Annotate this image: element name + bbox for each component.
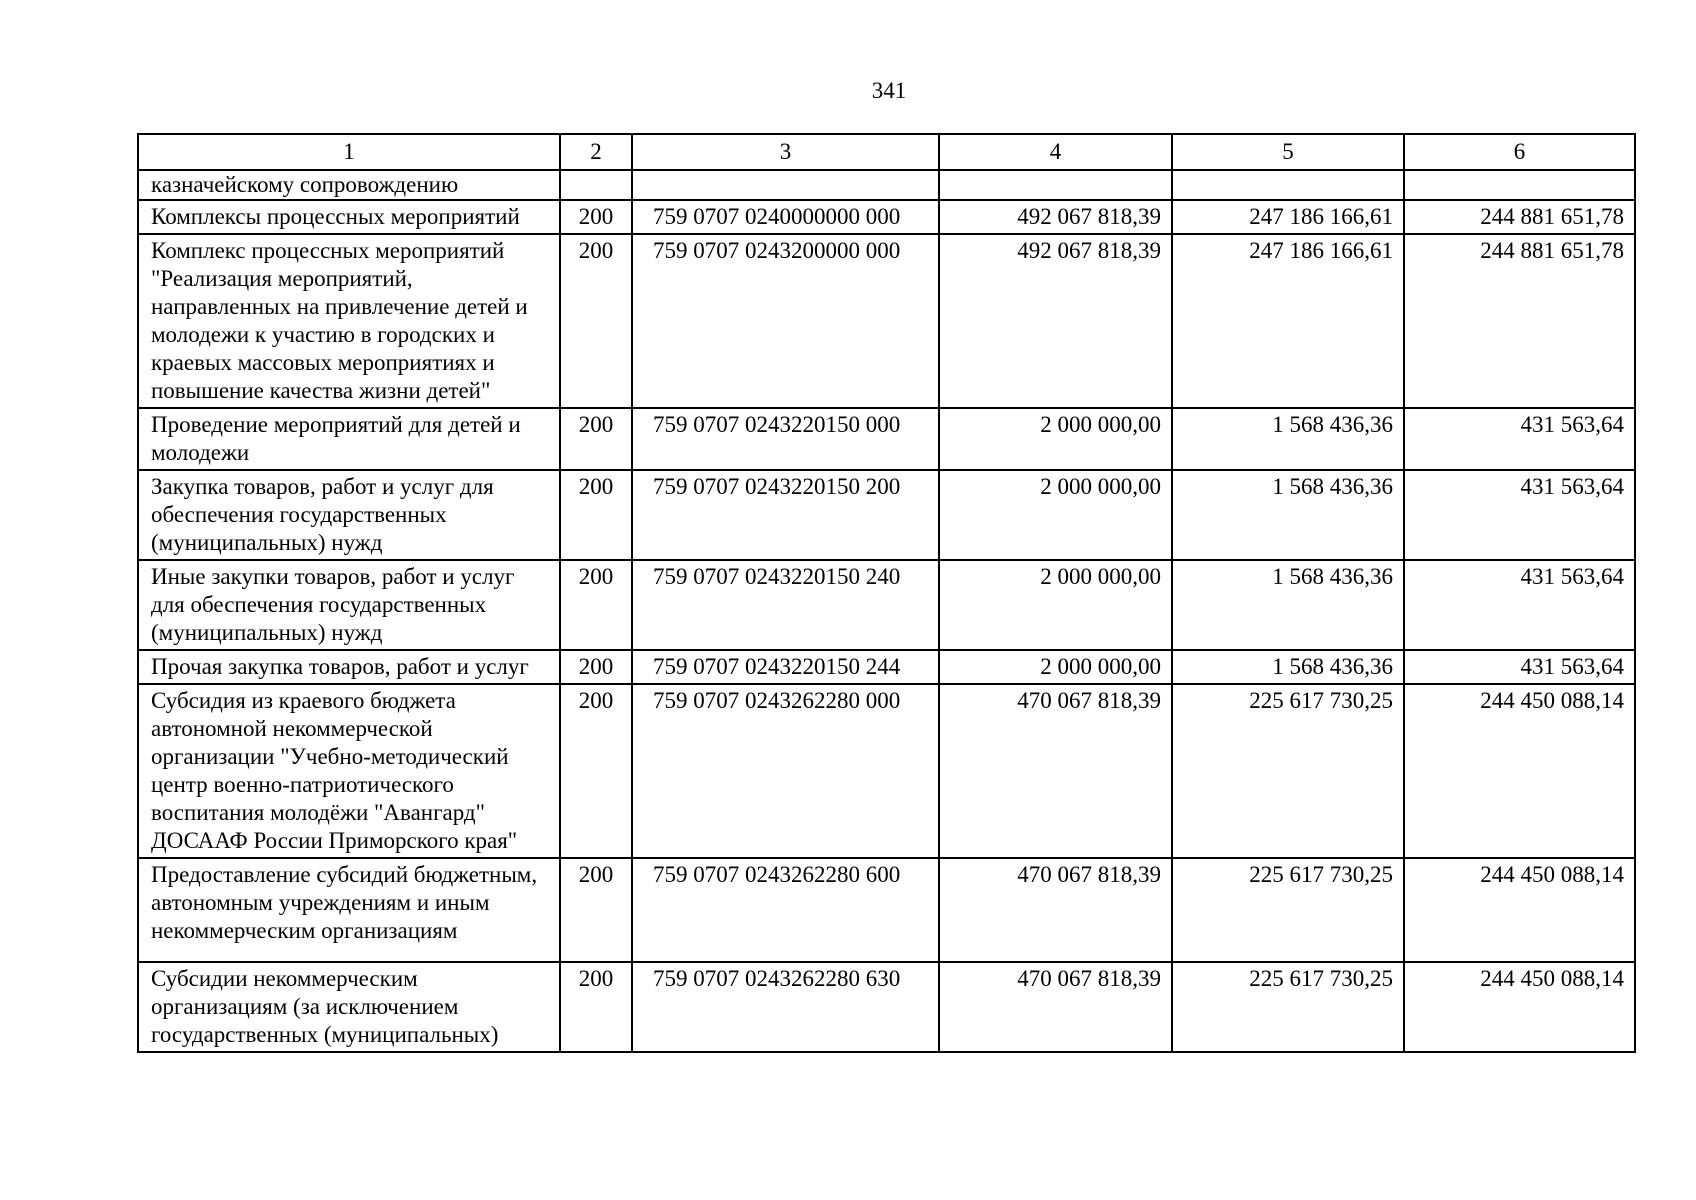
row-value-6: 244 450 088,14 bbox=[1404, 858, 1635, 962]
table-row bbox=[138, 470, 1635, 560]
row-kbk: 759 0707 0243262280 600 bbox=[632, 858, 939, 962]
table-row bbox=[138, 560, 1635, 650]
row-name: Субсидия из краевого бюджета автономной некоммерческой организации "Учебно-методический центр военно-патриотического воспитания молодёжи "Авангард" ДОСААФ России Приморского края" bbox=[138, 684, 560, 858]
row-code: 200 bbox=[560, 962, 632, 1052]
row-value-4: 470 067 818,39 bbox=[939, 684, 1172, 858]
row-code: 200 bbox=[560, 560, 632, 650]
continuation-row bbox=[138, 170, 1635, 200]
row-value-4: 2 000 000,00 bbox=[939, 560, 1172, 650]
row-value-5: 247 186 166,61 bbox=[1172, 234, 1404, 408]
row-value-5: 1 568 436,36 bbox=[1172, 470, 1404, 560]
row-name: Предоставление субсидий бюджетным, автономным учреждениям и иным некоммерческим организациям bbox=[138, 858, 560, 962]
row-value-5: 247 186 166,61 bbox=[1172, 200, 1404, 234]
empty-cell bbox=[1404, 170, 1635, 200]
row-value-4: 470 067 818,39 bbox=[939, 962, 1172, 1052]
table-row bbox=[138, 684, 1635, 858]
row-kbk: 759 0707 0243220150 240 bbox=[632, 560, 939, 650]
row-name: Субсидии некоммерческим организациям (за исключением государственных (муниципальных) bbox=[138, 962, 560, 1052]
row-value-4: 470 067 818,39 bbox=[939, 858, 1172, 962]
row-value-6: 431 563,64 bbox=[1404, 650, 1635, 684]
table-row bbox=[138, 962, 1635, 1052]
empty-cell bbox=[1172, 170, 1404, 200]
table-row bbox=[138, 200, 1635, 234]
row-kbk: 759 0707 0243220150 244 bbox=[632, 650, 939, 684]
row-name: Комплекс процессных мероприятий "Реализация мероприятий, направленных на привлечение детей и молодежи к участию в городских и краевых массовых мероприятиях и повышение качества жизни детей" bbox=[138, 234, 560, 408]
column-header-3: 3 bbox=[632, 134, 939, 170]
table-row bbox=[138, 408, 1635, 470]
row-code: 200 bbox=[560, 234, 632, 408]
budget-table bbox=[137, 133, 1636, 1053]
table-row bbox=[138, 858, 1635, 962]
row-value-6: 431 563,64 bbox=[1404, 470, 1635, 560]
table-row bbox=[138, 234, 1635, 408]
row-value-6: 244 450 088,14 bbox=[1404, 962, 1635, 1052]
row-value-4: 492 067 818,39 bbox=[939, 200, 1172, 234]
column-header-6: 6 bbox=[1404, 134, 1635, 170]
row-name: Комплексы процессных мероприятий bbox=[138, 200, 560, 234]
row-value-6: 431 563,64 bbox=[1404, 408, 1635, 470]
row-value-6: 244 881 651,78 bbox=[1404, 234, 1635, 408]
column-header-2: 2 bbox=[560, 134, 632, 170]
row-value-6: 431 563,64 bbox=[1404, 560, 1635, 650]
column-header-1: 1 bbox=[138, 134, 560, 170]
row-code: 200 bbox=[560, 858, 632, 962]
empty-cell bbox=[939, 170, 1172, 200]
row-name: Иные закупки товаров, работ и услуг для обеспечения государственных (муниципальных) нужд bbox=[138, 560, 560, 650]
row-kbk: 759 0707 0243200000 000 bbox=[632, 234, 939, 408]
empty-cell bbox=[560, 170, 632, 200]
row-code: 200 bbox=[560, 650, 632, 684]
column-header-5: 5 bbox=[1172, 134, 1404, 170]
row-code: 200 bbox=[560, 684, 632, 858]
row-kbk: 759 0707 0240000000 000 bbox=[632, 200, 939, 234]
row-value-5: 1 568 436,36 bbox=[1172, 650, 1404, 684]
table-row bbox=[138, 650, 1635, 684]
row-value-5: 225 617 730,25 bbox=[1172, 858, 1404, 962]
row-value-5: 1 568 436,36 bbox=[1172, 408, 1404, 470]
row-value-5: 225 617 730,25 bbox=[1172, 962, 1404, 1052]
row-name: Проведение мероприятий для детей и молодежи bbox=[138, 408, 560, 470]
header-row bbox=[138, 134, 1635, 170]
row-value-4: 2 000 000,00 bbox=[939, 408, 1172, 470]
row-kbk: 759 0707 0243262280 630 bbox=[632, 962, 939, 1052]
row-name: Прочая закупка товаров, работ и услуг bbox=[138, 650, 560, 684]
row-code: 200 bbox=[560, 408, 632, 470]
row-kbk: 759 0707 0243262280 000 bbox=[632, 684, 939, 858]
row-value-5: 1 568 436,36 bbox=[1172, 560, 1404, 650]
row-value-5: 225 617 730,25 bbox=[1172, 684, 1404, 858]
row-value-6: 244 450 088,14 bbox=[1404, 684, 1635, 858]
row-code: 200 bbox=[560, 470, 632, 560]
row-value-6: 244 881 651,78 bbox=[1404, 200, 1635, 234]
row-kbk: 759 0707 0243220150 000 bbox=[632, 408, 939, 470]
continuation-text: казначейскому сопровождению bbox=[138, 170, 560, 200]
row-value-4: 2 000 000,00 bbox=[939, 470, 1172, 560]
row-kbk: 759 0707 0243220150 200 bbox=[632, 470, 939, 560]
empty-cell bbox=[632, 170, 939, 200]
row-value-4: 492 067 818,39 bbox=[939, 234, 1172, 408]
row-name: Закупка товаров, работ и услуг для обеспечения государственных (муниципальных) нужд bbox=[138, 470, 560, 560]
column-header-4: 4 bbox=[939, 134, 1172, 170]
page-number: 341 bbox=[871, 78, 907, 103]
row-value-4: 2 000 000,00 bbox=[939, 650, 1172, 684]
row-code: 200 bbox=[560, 200, 632, 234]
